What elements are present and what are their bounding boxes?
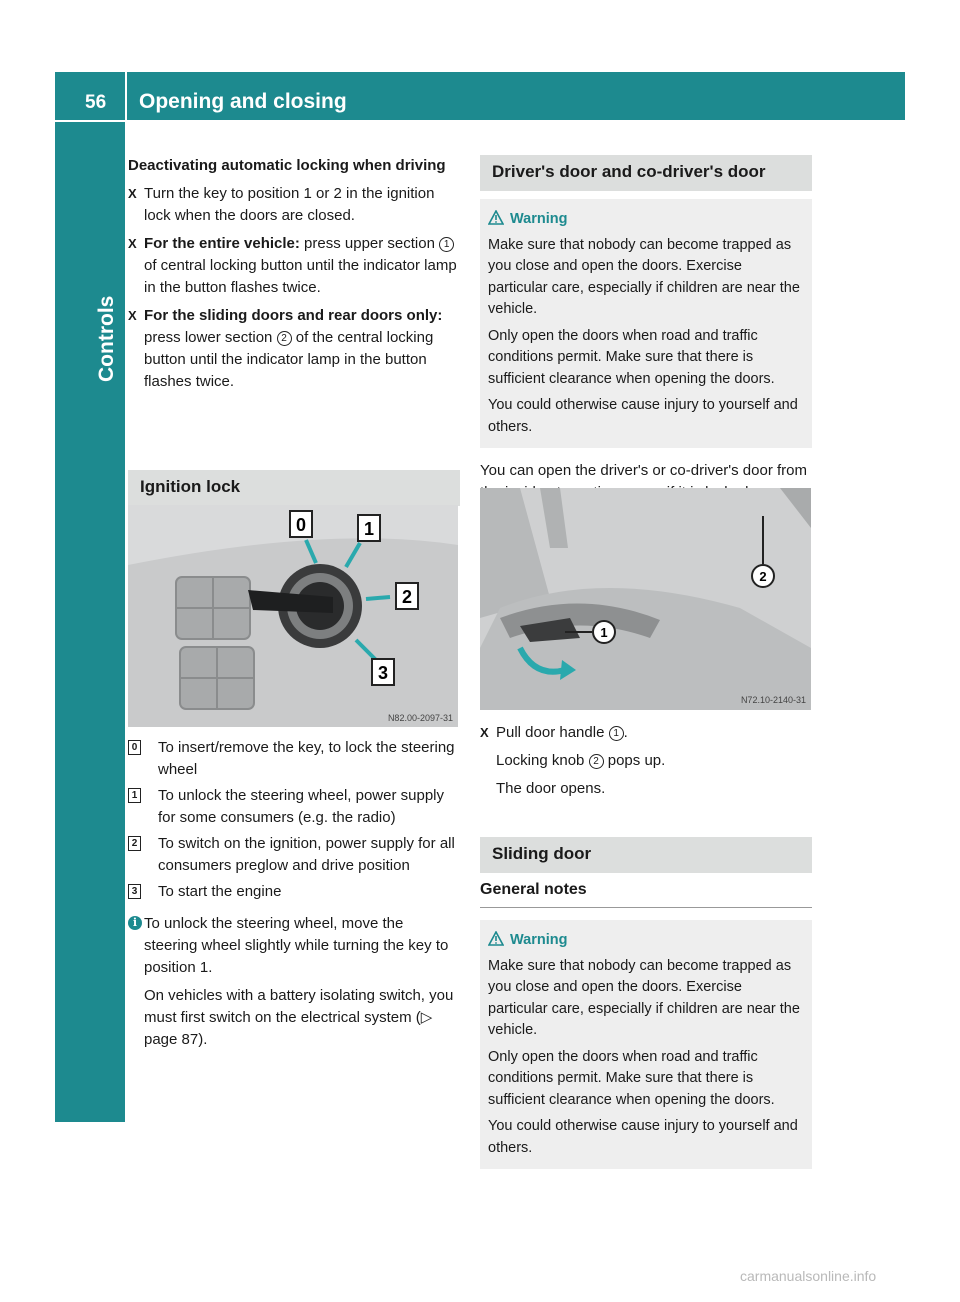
- step-arrow-icon: X: [128, 186, 137, 201]
- warning-triangle-icon: [488, 210, 504, 225]
- locking-knob-line: Locking knob 2 pops up.: [496, 752, 666, 769]
- step-sliding-doors: X For the sliding doors and rear doors only: press lower section 2 of the central locking button until the indicator lamp in the button flashes twice.: [128, 307, 443, 390]
- callout-1-icon: 1: [439, 237, 454, 252]
- position-2-icon: 2: [128, 836, 141, 851]
- right-column: [480, 155, 812, 510]
- step-pull-handle: X Pull door handle 1 .: [480, 722, 812, 744]
- page-number: 56: [85, 92, 107, 113]
- doors-heading: Driver's door and co-driver's door: [480, 155, 812, 191]
- door-paragraph: You can open the driver's or co-driver's door from: [480, 462, 807, 479]
- callout-1-icon: 1: [609, 726, 624, 741]
- page-number-box: [55, 72, 125, 120]
- side-tab: [55, 122, 125, 1122]
- svg-text:2: 2: [759, 569, 767, 584]
- general-notes-heading: General notes: [480, 873, 812, 908]
- side-tab-label: Controls: [95, 295, 118, 382]
- door-opens-line: The door opens.: [496, 780, 606, 797]
- position-0-icon: 0: [128, 740, 141, 755]
- svg-text:0: 0: [295, 515, 307, 535]
- step-arrow-icon: X: [128, 308, 137, 323]
- page-title: Opening and closing: [139, 90, 347, 113]
- warning-box: Warning Make sure that nobody can become trapped as you close and open the doors. Exercise particular care, especially if children are near the vehicle. Only open the doors when road and traffic conditions permit. Make sure that there is sufficient clearance when opening the doors. You could otherwise cause injury to yourself and others.: [480, 199, 812, 448]
- warning-box: Warning Make sure that nobody can become trapped as you close and open the doors. Exercise particular care, especially if children are near the vehicle. Only open the doors when road and traffic conditions permit. Make sure that there is sufficient clearance when opening the doors. You could otherwise cause injury to yourself and others.: [480, 920, 812, 1169]
- position-1-icon: 1: [128, 788, 141, 803]
- step-arrow-icon: X: [128, 236, 137, 251]
- svg-text:2: 2: [401, 587, 413, 607]
- position-list: [128, 737, 460, 903]
- callout-2-icon: 2: [589, 754, 604, 769]
- svg-text:1: 1: [363, 519, 375, 539]
- position-item: 2 To switch on the ignition, power supply for all consumers preglow and drive position: [128, 833, 460, 877]
- info-text-1: To unlock the steering wheel, move the steering wheel slightly while turning the key to position 1.: [144, 915, 449, 976]
- warning-header: Warning: [488, 930, 804, 952]
- door-handle-image: [480, 488, 811, 710]
- left-column: [128, 155, 460, 399]
- door-image-code: N72.10-2140-31: [740, 695, 806, 705]
- callout-2-icon: 2: [277, 331, 292, 346]
- svg-text:1: 1: [600, 625, 608, 640]
- ignition-positions: [128, 737, 460, 1057]
- ignition-heading: Ignition lock: [128, 470, 460, 506]
- step-turn-key: X Turn the key to position 1 or 2 in the ignition lock when the doors are closed.: [128, 185, 435, 224]
- deactivating-heading: Deactivating automatic locking when driving: [128, 157, 446, 174]
- warning-header: Warning: [488, 209, 804, 231]
- watermark: carmanualsonline.info: [740, 1268, 877, 1284]
- sliding-door-section: [480, 837, 812, 1169]
- info-note: [128, 913, 460, 1051]
- svg-text:3: 3: [377, 663, 389, 683]
- ignition-lock-image: [128, 505, 458, 727]
- step-entire-vehicle: X For the entire vehicle: press upper section 1 of central locking button until the indicator lamp in the button flashes twice.: [128, 235, 457, 296]
- sliding-door-heading: Sliding door: [480, 837, 812, 873]
- header-title-bar: [127, 72, 905, 120]
- door-steps: [480, 722, 812, 800]
- warning-triangle-icon: [488, 931, 504, 946]
- info-icon: i: [128, 916, 142, 930]
- position-item: 3 To start the engine: [128, 881, 460, 903]
- ignition-section: [128, 470, 460, 506]
- info-text-2: On vehicles with a battery isolating switch, you must first switch on the electrical system (▷ page 87).: [144, 987, 454, 1048]
- ignition-image-code: N82.00-2097-31: [387, 713, 453, 723]
- position-item: 1 To unlock the steering wheel, power supply for some consumers (e.g. the radio): [128, 785, 460, 829]
- page-header: [55, 72, 905, 120]
- position-3-icon: 3: [128, 884, 141, 899]
- step-arrow-icon: X: [480, 725, 489, 740]
- position-item: 0 To insert/remove the key, to lock the steering wheel: [128, 737, 460, 781]
